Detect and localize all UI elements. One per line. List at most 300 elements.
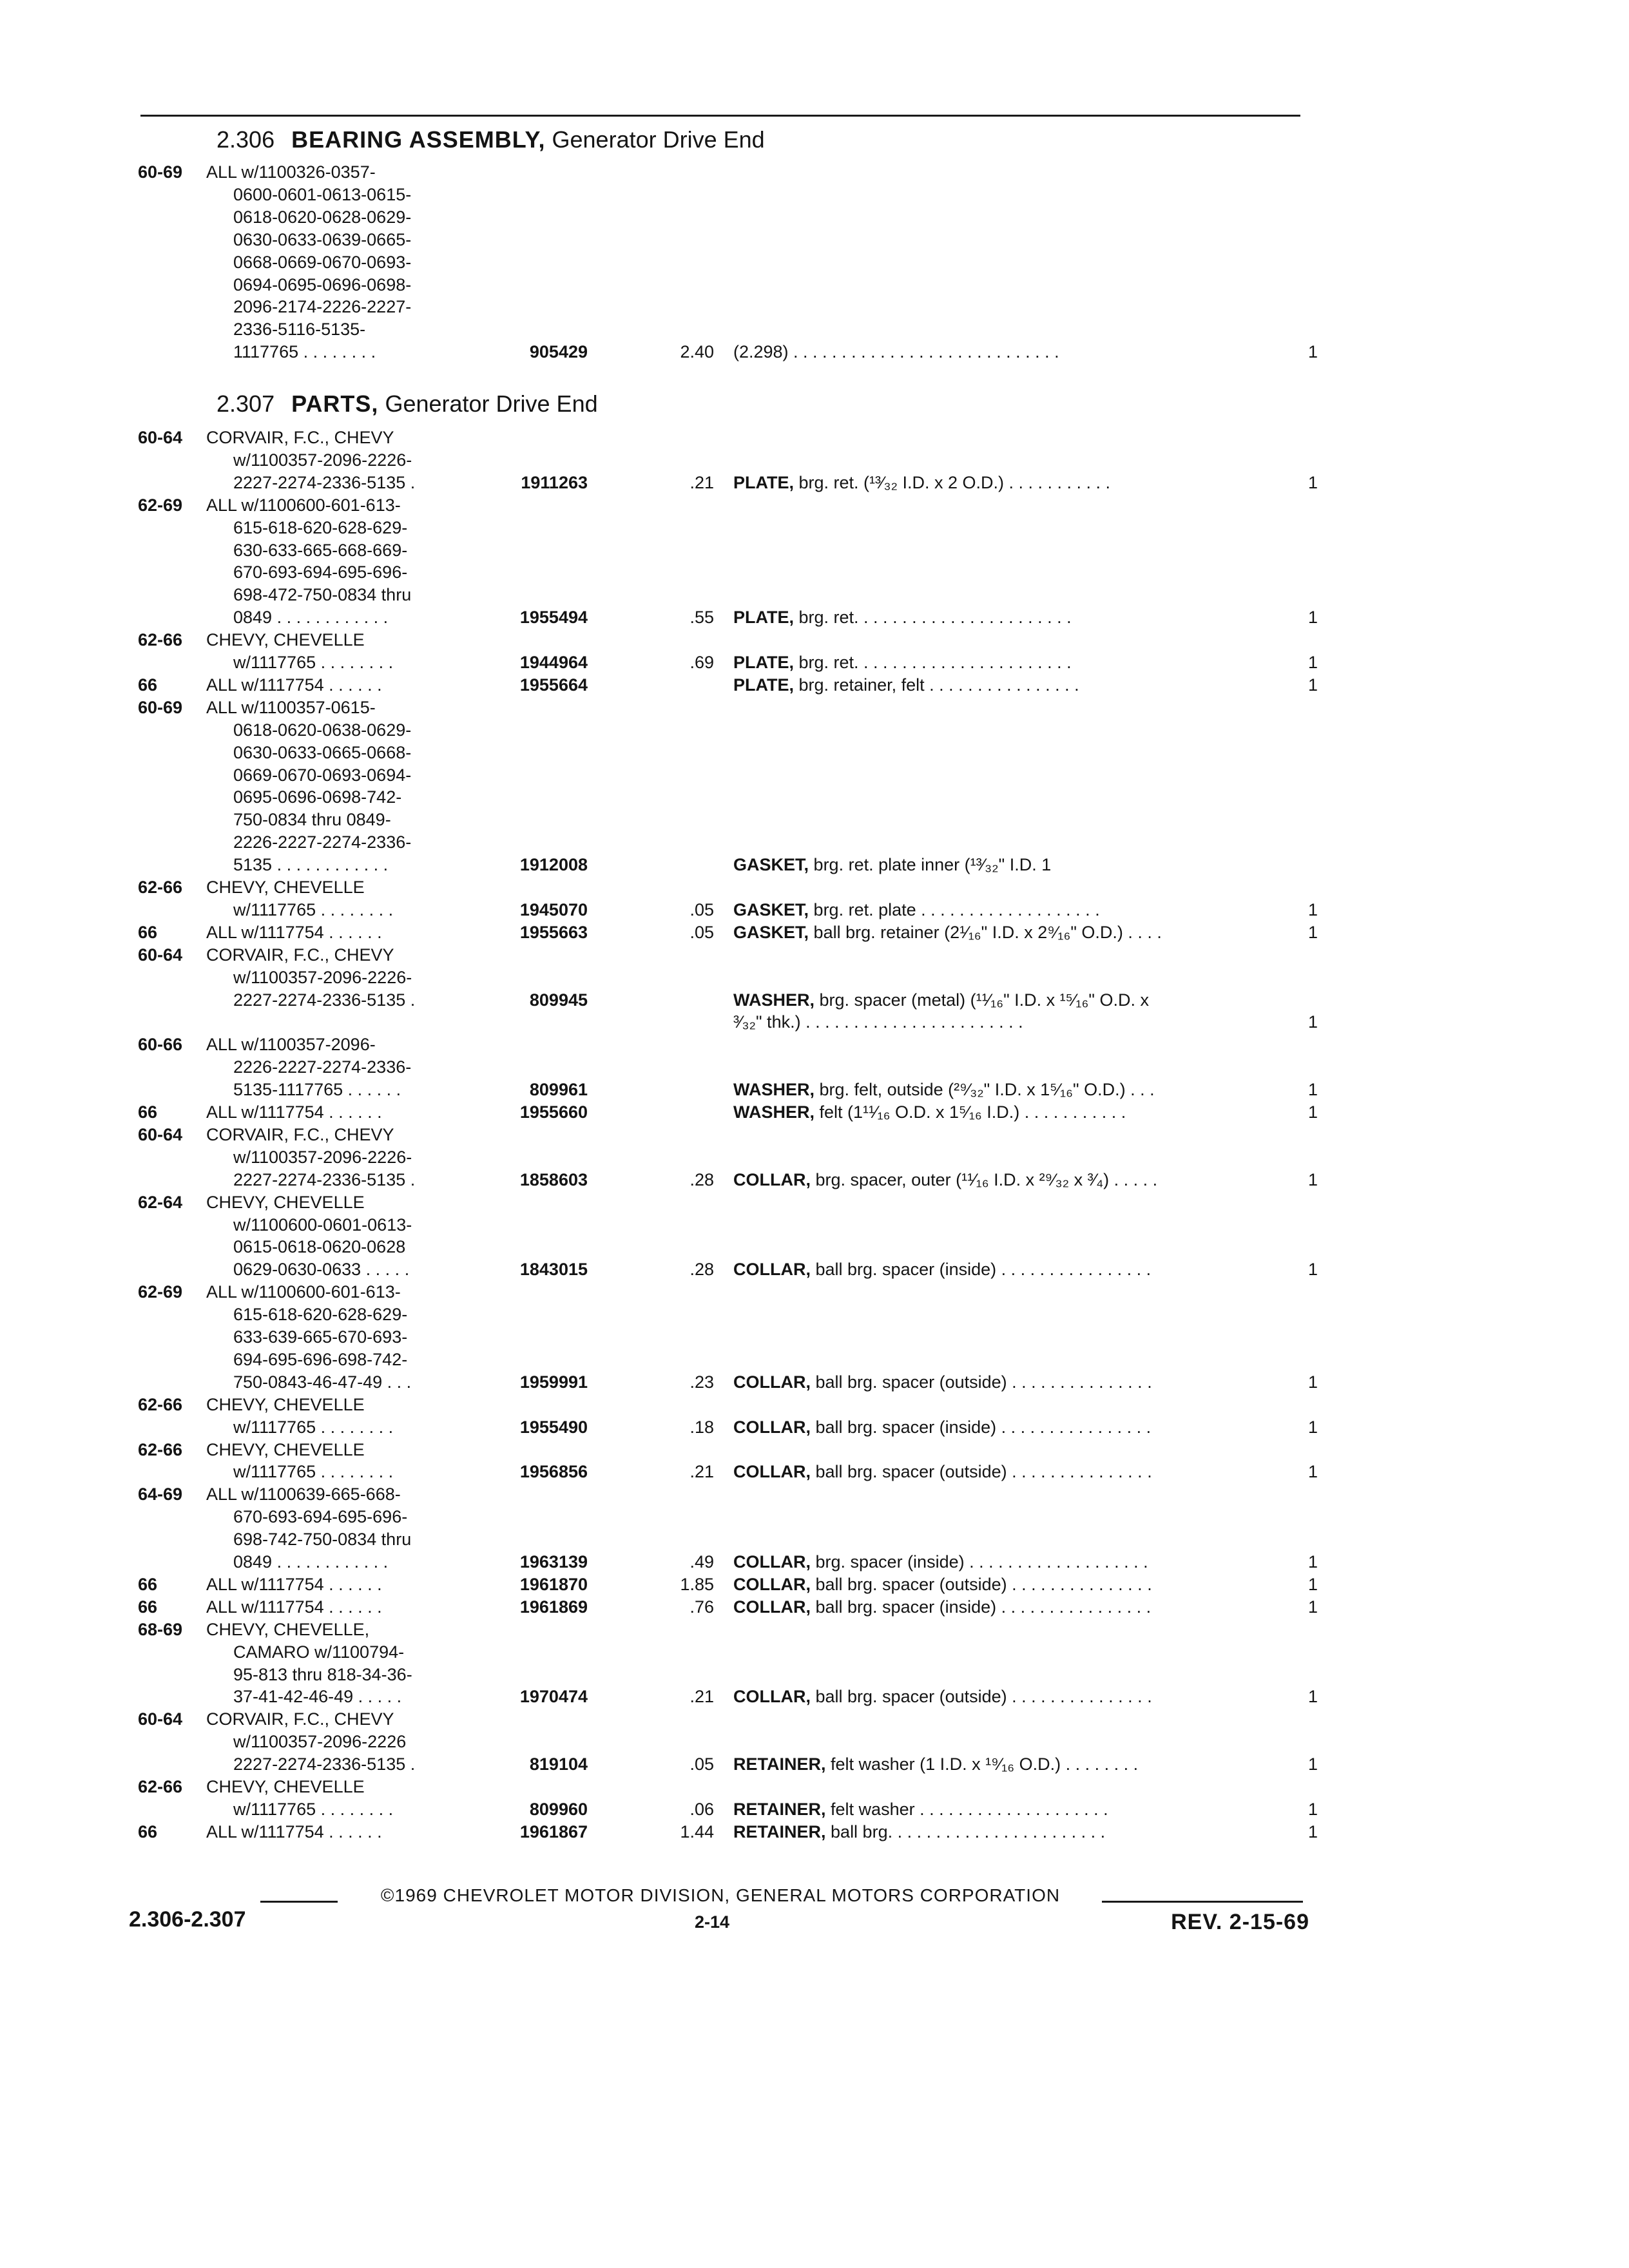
part-number: 1961869 <box>519 1597 588 1617</box>
part-detail: ³⁄₃₂" thk.) . . . . . . . . . . . . . . . . . . . . . . . <box>733 1012 1023 1032</box>
quantity: 1 <box>1308 1822 1318 1841</box>
model-years: 62-64 <box>138 1193 183 1212</box>
list-price: .69 <box>689 653 714 672</box>
part-name: COLLAR, <box>733 1260 811 1279</box>
application: 1117765 . . . . . . . . <box>233 342 376 361</box>
catalog-row <box>0 184 1629 206</box>
catalog-row <box>0 966 1629 988</box>
application: w/1117765 . . . . . . . . <box>233 1800 394 1819</box>
part-description <box>733 1798 1108 1820</box>
quantity: 1 <box>1308 923 1318 942</box>
part-detail: ball brg. spacer (outside) . . . . . . . . . . . . . . . <box>815 1372 1152 1392</box>
application: ALL w/1117754 . . . . . . <box>206 675 382 695</box>
catalog-row <box>0 742 1629 764</box>
catalog-row <box>0 1798 1629 1820</box>
catalog-row <box>0 1326 1629 1348</box>
part-description <box>733 651 1072 673</box>
application: 2226-2227-2274-2336- <box>233 1057 412 1077</box>
section-subtitle: Generator Drive End <box>385 390 598 417</box>
part-description <box>733 1416 1151 1438</box>
list-price: 1.44 <box>680 1822 714 1841</box>
quantity: 1 <box>1308 473 1318 492</box>
part-name: COLLAR, <box>733 1575 811 1594</box>
application: 615-618-620-628-629- <box>233 1305 408 1324</box>
catalog-row <box>0 1439 1629 1461</box>
part-detail: ball brg. spacer (inside) . . . . . . . . . . . . . . . . <box>815 1418 1152 1437</box>
part-number: 809945 <box>529 990 588 1010</box>
top-rule <box>140 115 1300 117</box>
catalog-row <box>0 1371 1629 1393</box>
section-number: 2.306 <box>217 126 275 153</box>
part-description <box>733 1686 1152 1707</box>
part-name: PLATE, <box>733 675 794 695</box>
list-price: .05 <box>689 1754 714 1774</box>
part-description <box>733 1371 1152 1393</box>
part-number: 809961 <box>529 1080 588 1099</box>
catalog-row <box>0 674 1629 696</box>
part-name: COLLAR, <box>733 1170 811 1189</box>
application: w/1117765 . . . . . . . . <box>233 653 394 672</box>
model-years: 66 <box>138 675 158 695</box>
application: 2336-5116-5135- <box>233 320 366 339</box>
application: CORVAIR, F.C., CHEVY <box>206 1709 394 1729</box>
part-detail: brg. retainer, felt . . . . . . . . . . . . . . . . <box>798 675 1079 695</box>
part-detail: brg. ret. . . . . . . . . . . . . . . . . . . . . . . <box>798 653 1072 672</box>
list-price: 2.40 <box>680 342 714 361</box>
application: 630-633-665-668-669- <box>233 541 408 560</box>
model-years: 62-66 <box>138 630 183 649</box>
application: w/1100357-2096-2226- <box>233 450 412 470</box>
list-price: .28 <box>689 1260 714 1279</box>
part-name: COLLAR, <box>733 1597 811 1617</box>
application: CORVAIR, F.C., CHEVY <box>206 945 394 965</box>
part-description <box>733 472 1110 494</box>
application: 5135-1117765 . . . . . . <box>233 1080 401 1099</box>
part-number: 1955664 <box>519 675 588 695</box>
catalog-row <box>0 1596 1629 1618</box>
part-description <box>733 1573 1152 1595</box>
part-name: PLATE, <box>733 653 794 672</box>
catalog-row <box>0 1708 1629 1730</box>
application: 0615-0618-0620-0628 <box>233 1237 406 1256</box>
catalog-row <box>0 1079 1629 1100</box>
catalog-row <box>0 1416 1629 1438</box>
section-heading <box>217 390 598 418</box>
catalog-row <box>0 517 1629 539</box>
quantity: 1 <box>1308 608 1318 627</box>
application: w/1100600-0601-0613- <box>233 1215 412 1235</box>
catalog-row <box>0 1011 1629 1033</box>
part-name: RETAINER, <box>733 1822 826 1841</box>
part-name: GASKET, <box>733 923 809 942</box>
catalog-row <box>0 494 1629 516</box>
catalog-row <box>0 989 1629 1011</box>
application: 633-639-665-670-693- <box>233 1327 408 1347</box>
part-detail: ball brg. retainer (2¹⁄₁₆" I.D. x 2⁹⁄₁₆" O.D.) . . . . <box>813 923 1162 942</box>
application: w/1117765 . . . . . . . . <box>233 1462 394 1481</box>
part-name: PLATE, <box>733 473 794 492</box>
part-number: 1858603 <box>519 1170 588 1189</box>
application: 670-693-694-695-696- <box>233 1507 408 1526</box>
part-name: WASHER, <box>733 990 815 1010</box>
quantity: 1 <box>1308 1754 1318 1774</box>
part-description <box>733 921 1162 943</box>
quantity: 1 <box>1308 1687 1318 1706</box>
part-number: 1945070 <box>519 900 588 919</box>
section-number: 2.307 <box>217 390 275 417</box>
application: 615-618-620-628-629- <box>233 518 408 537</box>
model-years: 60-69 <box>138 698 183 717</box>
quantity: 1 <box>1308 1080 1318 1099</box>
application: w/1100357-2096-2226- <box>233 968 412 987</box>
application: 0695-0696-0698-742- <box>233 787 402 807</box>
application: 0618-0620-0638-0629- <box>233 720 412 740</box>
model-years: 64-69 <box>138 1485 183 1504</box>
model-years: 66 <box>138 923 158 942</box>
footer-revision: REV. 2-15-69 <box>1171 1910 1309 1934</box>
part-detail: (2.298) . . . . . . . . . . . . . . . . . . . . . . . . . . . . <box>733 342 1059 361</box>
application: 698-742-750-0834 thru <box>233 1530 412 1549</box>
quantity: 1 <box>1308 342 1318 361</box>
part-description <box>733 341 1059 363</box>
part-description <box>733 606 1072 628</box>
application: 0849 . . . . . . . . . . . . <box>233 1552 389 1571</box>
catalog-row <box>0 472 1629 494</box>
part-detail: brg. spacer (metal) (¹¹⁄₁₆" I.D. x ¹⁵⁄₁₆" O.D. x <box>819 990 1149 1010</box>
quantity: 1 <box>1308 1552 1318 1571</box>
part-detail: ball brg. spacer (inside) . . . . . . . . . . . . . . . . <box>815 1597 1152 1617</box>
part-number: 1843015 <box>519 1260 588 1279</box>
catalog-row <box>0 1394 1629 1416</box>
catalog-row <box>0 427 1629 448</box>
application: 2226-2227-2274-2336- <box>233 832 412 852</box>
model-years: 60-64 <box>138 1709 183 1729</box>
part-number: 1944964 <box>519 653 588 672</box>
catalog-row <box>0 1506 1629 1528</box>
section-subtitle: Generator Drive End <box>552 126 765 153</box>
quantity: 1 <box>1308 1372 1318 1392</box>
list-price: .05 <box>689 923 714 942</box>
catalog-row <box>0 809 1629 831</box>
part-number: 809960 <box>529 1800 588 1819</box>
part-name: COLLAR, <box>733 1552 811 1571</box>
list-price: .28 <box>689 1170 714 1189</box>
part-description <box>733 674 1079 696</box>
section-title: PARTS, <box>291 390 379 417</box>
catalog-row <box>0 629 1629 651</box>
application: 2096-2174-2226-2227- <box>233 297 412 316</box>
application: 0629-0630-0633 . . . . . <box>233 1260 410 1279</box>
catalog-row <box>0 1349 1629 1370</box>
part-description <box>733 989 1149 1011</box>
part-name: RETAINER, <box>733 1800 826 1819</box>
catalog-row <box>0 1528 1629 1550</box>
part-number: 1911263 <box>521 473 588 492</box>
catalog-row <box>0 944 1629 966</box>
model-years: 60-64 <box>138 428 183 447</box>
part-description <box>733 1753 1138 1775</box>
catalog-row <box>0 697 1629 718</box>
part-detail: ball brg. spacer (outside) . . . . . . . . . . . . . . . <box>815 1462 1152 1481</box>
part-detail: brg. ret. (¹³⁄₃₂ I.D. x 2 O.D.) . . . . . . . . . . . <box>798 473 1111 492</box>
application: ALL w/1100357-0615- <box>206 698 376 717</box>
model-years: 66 <box>138 1575 158 1594</box>
catalog-row <box>0 1191 1629 1213</box>
quantity: 1 <box>1308 675 1318 695</box>
section-title: BEARING ASSEMBLY, <box>291 126 546 153</box>
model-years: 60-64 <box>138 1125 183 1144</box>
part-number: 1955660 <box>519 1102 588 1122</box>
application: ALL w/1117754 . . . . . . <box>206 1575 382 1594</box>
application: CHEVY, CHEVELLE <box>206 878 365 897</box>
catalog-row <box>0 1258 1629 1280</box>
part-name: COLLAR, <box>733 1462 811 1481</box>
list-price: .21 <box>689 1687 714 1706</box>
application: ALL w/1100600-601-613- <box>206 1282 401 1302</box>
catalog-row <box>0 1753 1629 1775</box>
application: CHEVY, CHEVELLE <box>206 1395 365 1414</box>
list-price: .23 <box>689 1372 714 1392</box>
part-description <box>733 1596 1151 1618</box>
application: 0630-0633-0639-0665- <box>233 230 412 249</box>
part-number: 1963139 <box>519 1552 588 1571</box>
application: 2227-2274-2336-5135 . <box>233 990 416 1010</box>
application: ALL w/1100639-665-668- <box>206 1485 401 1504</box>
quantity: 1 <box>1308 1597 1318 1617</box>
catalog-row <box>0 341 1629 363</box>
part-number: 1956856 <box>519 1462 588 1481</box>
catalog-row <box>0 1303 1629 1325</box>
part-number: 1955494 <box>519 608 588 627</box>
catalog-row <box>0 1101 1629 1123</box>
part-name: RETAINER, <box>733 1754 826 1774</box>
application: CHEVY, CHEVELLE <box>206 1777 365 1796</box>
part-name: PLATE, <box>733 608 794 627</box>
application: w/1100357-2096-2226- <box>233 1148 412 1167</box>
catalog-row <box>0 1236 1629 1258</box>
application: 694-695-696-698-742- <box>233 1350 408 1369</box>
application: ALL w/1117754 . . . . . . <box>206 923 382 942</box>
list-price: .76 <box>689 1597 714 1617</box>
footer-copyright: ©1969 CHEVROLET MOTOR DIVISION, GENERAL MOTORS CORPORATION <box>380 1885 1061 1905</box>
application: 0849 . . . . . . . . . . . . <box>233 608 389 627</box>
part-description <box>733 854 1051 876</box>
model-years: 62-69 <box>138 495 183 515</box>
application: 0669-0670-0693-0694- <box>233 765 412 785</box>
part-description <box>733 1169 1157 1191</box>
part-detail: brg. ret. plate inner (¹³⁄₃₂" I.D. 1 <box>813 855 1052 874</box>
part-number: 1959991 <box>519 1372 588 1392</box>
application: 5135 . . . . . . . . . . . . <box>233 855 389 874</box>
part-description <box>733 1821 1105 1843</box>
footer-rule-right <box>1102 1901 1303 1903</box>
part-description <box>733 1258 1151 1280</box>
catalog-row <box>0 1056 1629 1078</box>
catalog-row <box>0 584 1629 606</box>
catalog-row <box>0 539 1629 561</box>
application: 0694-0695-0696-0698- <box>233 275 412 294</box>
quantity: 1 <box>1308 1260 1318 1279</box>
part-detail: ball brg. . . . . . . . . . . . . . . . . . . . . . . <box>831 1822 1106 1841</box>
part-number: 819104 <box>529 1754 588 1774</box>
catalog-row <box>0 899 1629 921</box>
catalog-row <box>0 1686 1629 1707</box>
part-description <box>733 1461 1152 1483</box>
application: 37-41-42-46-49 . . . . . <box>233 1687 402 1706</box>
catalog-row <box>0 1169 1629 1191</box>
catalog-row <box>0 251 1629 273</box>
application: 95-813 thru 818-34-36- <box>233 1665 412 1684</box>
catalog-row <box>0 229 1629 251</box>
catalog-row <box>0 1483 1629 1505</box>
catalog-row <box>0 1573 1629 1595</box>
quantity: 1 <box>1308 1800 1318 1819</box>
application: ALL w/1117754 . . . . . . <box>206 1102 382 1122</box>
catalog-row <box>0 274 1629 296</box>
catalog-row <box>0 1214 1629 1236</box>
application: ALL w/1100326-0357- <box>206 162 376 182</box>
catalog-row <box>0 1776 1629 1798</box>
application: CORVAIR, F.C., CHEVY <box>206 1125 394 1144</box>
model-years: 62-66 <box>138 878 183 897</box>
catalog-row <box>0 561 1629 583</box>
application: 2227-2274-2336-5135 . <box>233 1170 416 1189</box>
application: 670-693-694-695-696- <box>233 562 408 582</box>
part-name: WASHER, <box>733 1102 815 1122</box>
section-heading <box>217 126 765 153</box>
footer-section-ref: 2.306-2.307 <box>129 1907 246 1932</box>
part-number: 1955490 <box>519 1418 588 1437</box>
model-years: 60-66 <box>138 1035 183 1054</box>
application: CHEVY, CHEVELLE, <box>206 1620 370 1639</box>
part-number: 1955663 <box>519 923 588 942</box>
part-detail: ball brg. spacer (inside) . . . . . . . . . . . . . . . . <box>815 1260 1152 1279</box>
model-years: 60-64 <box>138 945 183 965</box>
catalog-row <box>0 764 1629 786</box>
application: 0600-0601-0613-0615- <box>233 185 412 204</box>
model-years: 62-69 <box>138 1282 183 1302</box>
application: CHEVY, CHEVELLE <box>206 1193 365 1212</box>
catalog-row <box>0 1033 1629 1055</box>
application: 0668-0669-0670-0693- <box>233 253 412 272</box>
catalog-row <box>0 1146 1629 1168</box>
quantity: 1 <box>1308 1462 1318 1481</box>
part-description <box>733 1551 1148 1573</box>
catalog-row <box>0 854 1629 876</box>
application: w/1117765 . . . . . . . . <box>233 900 394 919</box>
part-name: COLLAR, <box>733 1418 811 1437</box>
part-number: 1970474 <box>519 1687 588 1706</box>
part-name: WASHER, <box>733 1080 815 1099</box>
part-detail: felt washer (1 I.D. x ¹⁹⁄₁₆ O.D.) . . . . . . . . <box>831 1754 1139 1774</box>
catalog-row <box>0 1731 1629 1753</box>
list-price: .49 <box>689 1552 714 1571</box>
part-number: 1961870 <box>519 1575 588 1594</box>
application: CHEVY, CHEVELLE <box>206 1440 365 1459</box>
catalog-row <box>0 449 1629 471</box>
quantity: 1 <box>1308 1102 1318 1122</box>
catalog-row <box>0 1619 1629 1640</box>
footer-page-number: 2-14 <box>695 1912 730 1932</box>
list-price: .21 <box>689 473 714 492</box>
quantity: 1 <box>1308 1575 1318 1594</box>
part-detail: brg. spacer, outer (¹¹⁄₁₆ I.D. x ²⁹⁄₃₂ x ³⁄₄) . . . . . <box>815 1170 1158 1189</box>
catalog-row <box>0 318 1629 340</box>
part-detail: brg. ret. plate . . . . . . . . . . . . . . . . . . . <box>813 900 1100 919</box>
catalog-row <box>0 206 1629 228</box>
quantity: 1 <box>1308 653 1318 672</box>
part-detail: ball brg. spacer (outside) . . . . . . . . . . . . . . . <box>815 1575 1152 1594</box>
application: ALL w/1100357-2096- <box>206 1035 376 1054</box>
part-number: 905429 <box>529 342 588 361</box>
catalog-row <box>0 1664 1629 1686</box>
part-detail: brg. ret. . . . . . . . . . . . . . . . . . . . . . . <box>798 608 1072 627</box>
part-number: 1961867 <box>519 1822 588 1841</box>
catalog-row <box>0 1551 1629 1573</box>
model-years: 66 <box>138 1597 158 1617</box>
list-price: .18 <box>689 1418 714 1437</box>
application: 750-0834 thru 0849- <box>233 810 391 829</box>
application: 698-472-750-0834 thru <box>233 585 412 604</box>
list-price: .55 <box>689 608 714 627</box>
application: ALL w/1100600-601-613- <box>206 495 401 515</box>
catalog-row <box>0 651 1629 673</box>
model-years: 62-66 <box>138 1777 183 1796</box>
catalog-row <box>0 161 1629 183</box>
quantity: 1 <box>1308 1012 1318 1032</box>
part-description <box>733 899 1100 921</box>
part-name: GASKET, <box>733 900 809 919</box>
catalog-row <box>0 786 1629 808</box>
application: w/1117765 . . . . . . . . <box>233 1418 394 1437</box>
part-description <box>733 1079 1155 1100</box>
application: 2227-2274-2336-5135 . <box>233 1754 416 1774</box>
catalog-row <box>0 1821 1629 1843</box>
catalog-row <box>0 719 1629 741</box>
catalog-row <box>0 1641 1629 1663</box>
model-years: 66 <box>138 1102 158 1122</box>
part-detail: ball brg. spacer (outside) . . . . . . . . . . . . . . . <box>815 1687 1152 1706</box>
part-description <box>733 1011 1023 1033</box>
part-description <box>733 1101 1126 1123</box>
application: CORVAIR, F.C., CHEVY <box>206 428 394 447</box>
catalog-row <box>0 1281 1629 1303</box>
quantity: 1 <box>1308 900 1318 919</box>
catalog-row <box>0 876 1629 898</box>
application: ALL w/1117754 . . . . . . <box>206 1822 382 1841</box>
model-years: 68-69 <box>138 1620 183 1639</box>
quantity: 1 <box>1308 1170 1318 1189</box>
part-number: 1912008 <box>519 855 588 874</box>
part-detail: brg. felt, outside (²⁹⁄₃₂" I.D. x 1⁵⁄₁₆" O.D.) . . . <box>819 1080 1155 1099</box>
catalog-row <box>0 921 1629 943</box>
catalog-row <box>0 606 1629 628</box>
part-detail: felt (1¹¹⁄₁₆ O.D. x 1⁵⁄₁₆ I.D.) . . . . . . . . . . . <box>819 1102 1126 1122</box>
quantity: 1 <box>1308 1418 1318 1437</box>
list-price: 1.85 <box>680 1575 714 1594</box>
application: 750-0843-46-47-49 . . . <box>233 1372 412 1392</box>
part-detail: brg. spacer (inside) . . . . . . . . . . . . . . . . . . . <box>815 1552 1148 1571</box>
application: 0630-0633-0665-0668- <box>233 743 412 762</box>
part-detail: felt washer . . . . . . . . . . . . . . . . . . . . <box>831 1800 1108 1819</box>
model-years: 60-69 <box>138 162 183 182</box>
list-price: .05 <box>689 900 714 919</box>
model-years: 62-66 <box>138 1440 183 1459</box>
model-years: 62-66 <box>138 1395 183 1414</box>
part-name: GASKET, <box>733 855 809 874</box>
catalog-row <box>0 1461 1629 1483</box>
part-name: COLLAR, <box>733 1372 811 1392</box>
